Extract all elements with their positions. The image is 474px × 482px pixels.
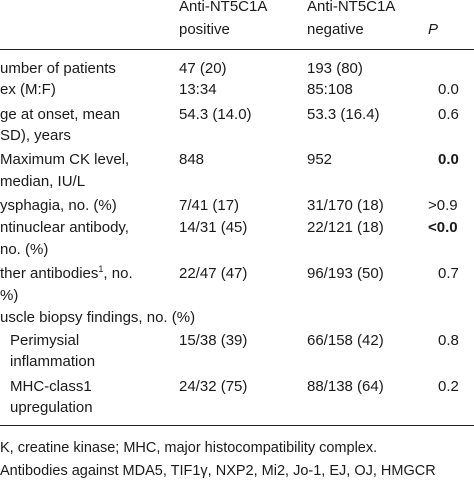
row-mhc-label-line1: MHC-class1 [10, 378, 92, 395]
row-other-label-text: ther antibodies [0, 265, 99, 282]
row-ck-label-line2: median, IU/L [0, 173, 86, 190]
row-other-label-rest: , no. [103, 265, 133, 282]
row-ana-label-line2: no. (%) [0, 241, 49, 258]
row-dysphagia-label: ysphagia, no. (%) [0, 197, 117, 214]
row-ck-label-line1: Maximum CK level, [0, 151, 130, 168]
row-ck-negative: 952 [307, 151, 333, 168]
row-age-label-line1: ge at onset, mean [0, 106, 121, 123]
row-patients-label: umber of patients [0, 60, 116, 77]
table-bottom-rule [0, 425, 474, 426]
row-sex-label: ex (M:F) [0, 81, 56, 98]
row-other-p: 0.7 [438, 265, 459, 282]
row-dysphagia-negative: 31/170 (18) [307, 197, 384, 214]
row-mhc-label-line2: upregulation [10, 399, 93, 416]
row-age-positive: 54.3 (14.0) [179, 106, 252, 123]
row-age-label-line2: SD), years [0, 127, 71, 144]
row-perimysial-label-line1: Perimysial [10, 332, 80, 349]
footnote-marker: 1 [98, 264, 104, 274]
row-age-negative: 53.3 (16.4) [307, 106, 380, 123]
header-positive-line2: positive [179, 21, 230, 38]
header-divider [0, 49, 474, 50]
row-patients-negative: 193 (80) [307, 60, 363, 77]
row-age-p: 0.6 [438, 106, 459, 123]
row-perimysial-p: 0.8 [438, 332, 459, 349]
header-p-value: P [428, 21, 439, 38]
header-negative-line1: Anti-NT5C1A [307, 0, 396, 15]
row-sex-negative: 85:108 [307, 81, 353, 98]
row-ana-positive: 14/31 (45) [179, 219, 248, 236]
row-ck-positive: 848 [179, 151, 205, 168]
row-mhc-p: 0.2 [438, 378, 459, 395]
row-ck-p: 0.0 [438, 151, 459, 168]
row-mhc-positive: 24/32 (75) [179, 378, 248, 395]
footnote-abbreviations: K, creatine kinase; MHC, major histocompatibility complex. [0, 440, 378, 456]
row-other-negative: 96/193 (50) [307, 265, 384, 282]
row-biopsy-label: uscle biopsy findings, no. (%) [0, 309, 196, 326]
header-positive-line1: Anti-NT5C1A [179, 0, 268, 15]
row-perimysial-positive: 15/38 (39) [179, 332, 248, 349]
row-sex-positive: 13:34 [179, 81, 217, 98]
row-perimysial-negative: 66/158 (42) [307, 332, 384, 349]
row-ana-negative: 22/121 (18) [307, 219, 384, 236]
row-other-label-line2: %) [0, 287, 19, 304]
row-perimysial-label-line2: inflammation [10, 353, 96, 370]
row-dysphagia-p: >0.9 [428, 197, 458, 214]
row-sex-p: 0.0 [438, 81, 459, 98]
row-dysphagia-positive: 7/41 (17) [179, 197, 240, 214]
row-other-positive: 22/47 (47) [179, 265, 248, 282]
row-ana-label-line1: ntinuclear antibody, [0, 219, 129, 236]
footnote-other-antibodies: Antibodies against MDA5, TIF1γ, NXP2, Mi2, Jo-1, EJ, OJ, HMGCR [0, 463, 436, 479]
row-other-label-line1 [0, 263, 133, 284]
row-mhc-negative: 88/138 (64) [307, 378, 384, 395]
row-ana-p: <0.0 [428, 219, 458, 236]
row-patients-positive: 47 (20) [179, 60, 227, 77]
header-negative-line2: negative [307, 21, 364, 38]
